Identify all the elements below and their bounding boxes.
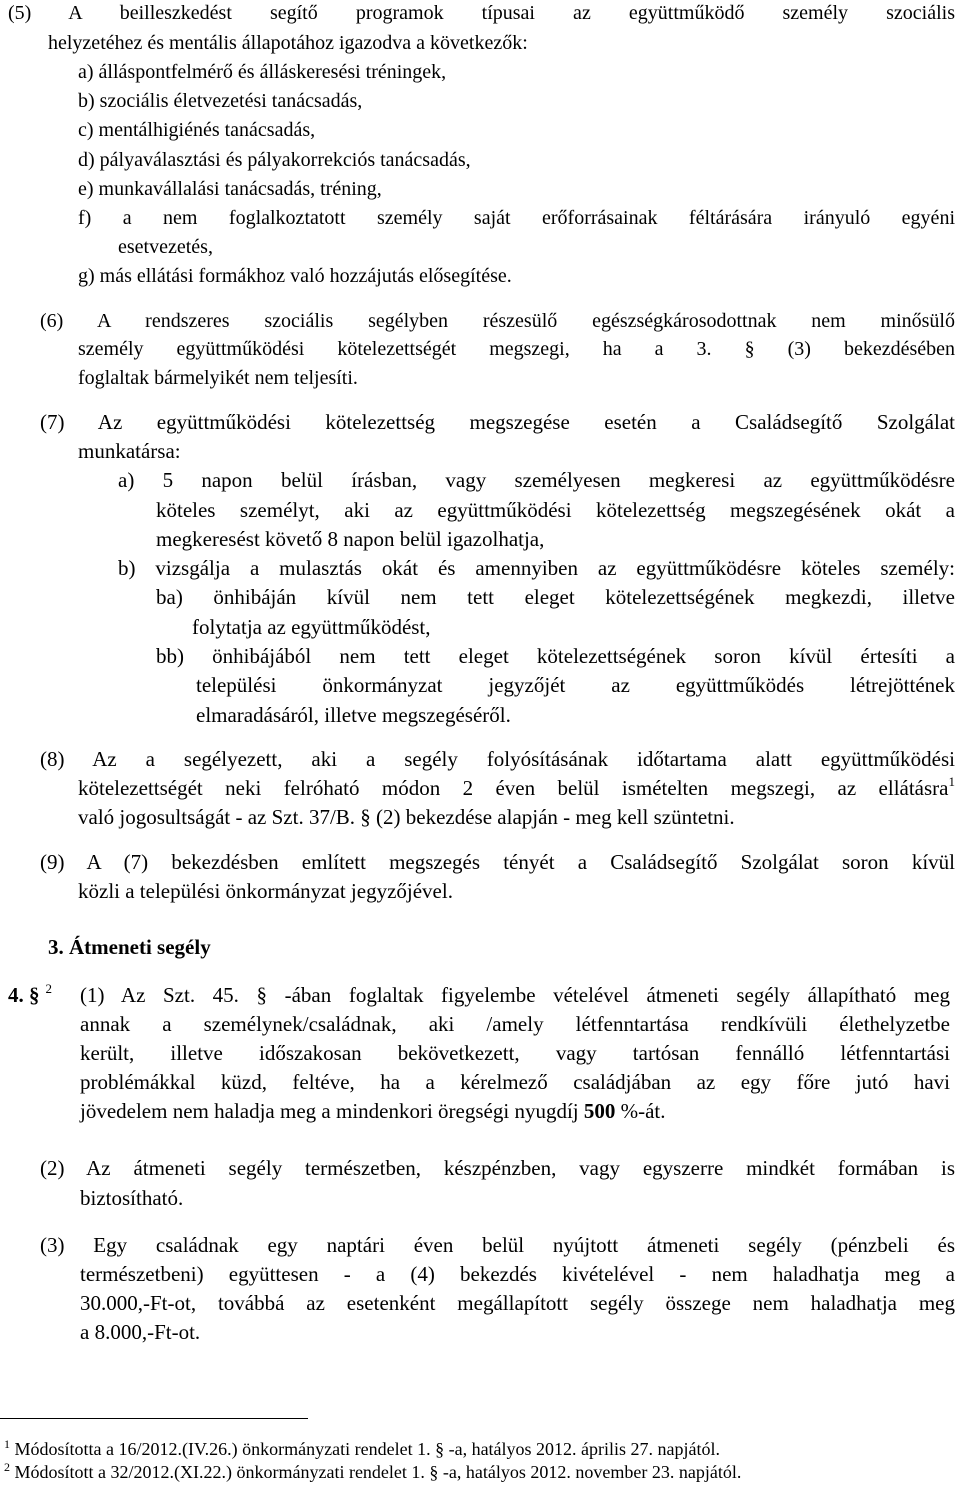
- s4p2-line1: (2) Az átmeneti segély természetben, készpénzben, vagy egyszerre mindkét formában is: [40, 1156, 955, 1180]
- s4-line3: került, illetve időszakosan bekövetkezett, vagy tartósan fennálló létfenntartási: [80, 1041, 950, 1065]
- s4p3-line1: (3) Egy családnak egy naptári éven belül nyújtott átmeneti segély (pénzbeli és: [40, 1233, 955, 1257]
- s4p3-line4: a 8.000,-Ft-ot.: [80, 1320, 201, 1344]
- footnote-2-num: 2: [4, 1460, 10, 1474]
- footnote-2: [4, 1460, 742, 1482]
- p8-line2-text: kötelezettségét neki felróható módon 2 éven belül ismételten megszegi, az ellátásra: [78, 776, 949, 800]
- p8-line1: (8) Az a segélyezett, aki a segély folyósításának időtartama alatt együttműködési: [40, 747, 955, 771]
- p6-line2: személy együttműködési kötelezettségét megszegi, ha a 3. § (3) bekezdésében: [78, 338, 955, 360]
- s4p2-line2: biztosítható.: [80, 1186, 184, 1210]
- p7-b-line1: b) vizsgálja a mulasztás okát és amennyiben az együttműködésre köteles személy:: [118, 556, 955, 580]
- footnote-ref-1[interactable]: 1: [948, 774, 955, 789]
- footnote-1-text: Módosította a 16/2012.(IV.26.) önkormányzati rendelet 1. § -a, hatályos 2012. április 27. napjától.: [10, 1439, 721, 1459]
- p5-item-f-cont: esetvezetés,: [118, 236, 213, 258]
- s4-line2: annak a személynek/családnak, aki /amely létfenntartása rendkívüli élethelyzetbe: [80, 1012, 950, 1036]
- s4-number: [8, 981, 52, 1007]
- p7-ba-line1: ba) önhibáján kívül nem tett eleget kötelezettségének megkezdi, illetve: [156, 585, 955, 609]
- footnote-1: [4, 1437, 721, 1459]
- p6-line3: foglaltak bármelyikét nem teljesíti.: [78, 367, 358, 389]
- s4-line5-amount: 500: [583, 1099, 616, 1123]
- p7-a-line2: köteles személyt, aki az együttműködési kötelezettség megszegésének okát a: [156, 498, 955, 522]
- s4-line1: (1) Az Szt. 45. § -ában foglaltak figyelembe vételével átmeneti segély állapítható meg: [80, 983, 950, 1007]
- p5-item-e: e) munkavállalási tanácsadás, tréning,: [78, 178, 382, 200]
- p5-item-c: c) mentálhigiénés tanácsadás,: [78, 119, 316, 141]
- p9-line1: (9) A (7) bekezdésben említett megszegés tényét a Családsegítő Szolgálat soron kívül: [40, 850, 955, 874]
- p5-item-d: d) pályaválasztási és pályakorrekciós tanácsadás,: [78, 149, 471, 171]
- s4p3-line3: 30.000,-Ft-ot, továbbá az esetenként megállapított segély összege nem haladhatja meg: [80, 1291, 955, 1315]
- section-heading: 3. Átmeneti segély: [48, 935, 211, 959]
- s4-num: 4. §: [8, 983, 40, 1007]
- p8-line3: való jogosultságát - az Szt. 37/B. § (2) bekezdése alapján - meg kell szüntetni.: [78, 805, 735, 829]
- s4-line5-a: jövedelem nem haladja meg a mindenkori öregségi nyugdíj: [80, 1099, 584, 1123]
- s4-line5: [80, 1101, 666, 1122]
- footnote-1-num: 1: [4, 1437, 10, 1451]
- footnote-2-text: Módosított a 32/2012.(XI.22.) önkormányzati rendelet 1. § -a, hatályos 2012. november 23. napjától.: [10, 1462, 742, 1482]
- p5-line2: helyzetéhez és mentális állapotához igazodva a következők:: [48, 32, 528, 54]
- s4p3-line2: természetbeni) együttesen - a (4) bekezdés kivételével - nem haladhatja meg a: [80, 1262, 955, 1286]
- p8-line2: [78, 774, 955, 800]
- p9-line2: közli a települési önkormányzat jegyzőjével.: [78, 879, 453, 903]
- p5-item-a: a) álláspontfelmérő és álláskeresési tréningek,: [78, 61, 447, 83]
- p7-line2: munkatársa:: [78, 439, 181, 463]
- p7-ba-line2: folytatja az együttműködést,: [192, 615, 431, 639]
- p7-bb-line2: települési önkormányzat jegyzőjét az együttműködés létrejöttének: [196, 673, 955, 697]
- p5-item-b: b) szociális életvezetési tanácsadás,: [78, 90, 363, 112]
- p5-item-f: f) a nem foglalkoztatott személy saját erőforrásainak féltárására irányuló egyéni: [78, 207, 955, 229]
- p5-item-g: g) más ellátási formákhoz való hozzájutás elősegítése.: [78, 265, 512, 287]
- p7-bb-line3: elmaradásáról, illetve megszegéséről.: [196, 703, 511, 727]
- s4-line5-c: %-át.: [615, 1099, 666, 1123]
- p5-line1: (5) A beilleszkedést segítő programok típusai az együttműködő személy szociális: [8, 2, 955, 24]
- p6-line1: (6) A rendszeres szociális segélyben részesülő egészségkárosodottnak nem minősülő: [40, 310, 955, 332]
- s4-line4: problémákkal küzd, feltéve, ha a kérelmező családjában az egy főre jutó havi: [80, 1070, 950, 1094]
- p7-bb-line1: bb) önhibájából nem tett eleget kötelezettségének soron kívül értesíti a: [156, 644, 955, 668]
- p7-a-line3: megkeresést követő 8 napon belül igazolhatja,: [156, 527, 545, 551]
- footnote-separator: [0, 1418, 308, 1419]
- p7-line1: (7) Az együttműködési kötelezettség megszegése esetén a Családsegítő Szolgálat: [40, 410, 955, 434]
- p7-a-line1: a) 5 napon belül írásban, vagy személyesen megkeresi az együttműködésre: [118, 468, 955, 492]
- footnote-ref-2[interactable]: 2: [45, 981, 52, 996]
